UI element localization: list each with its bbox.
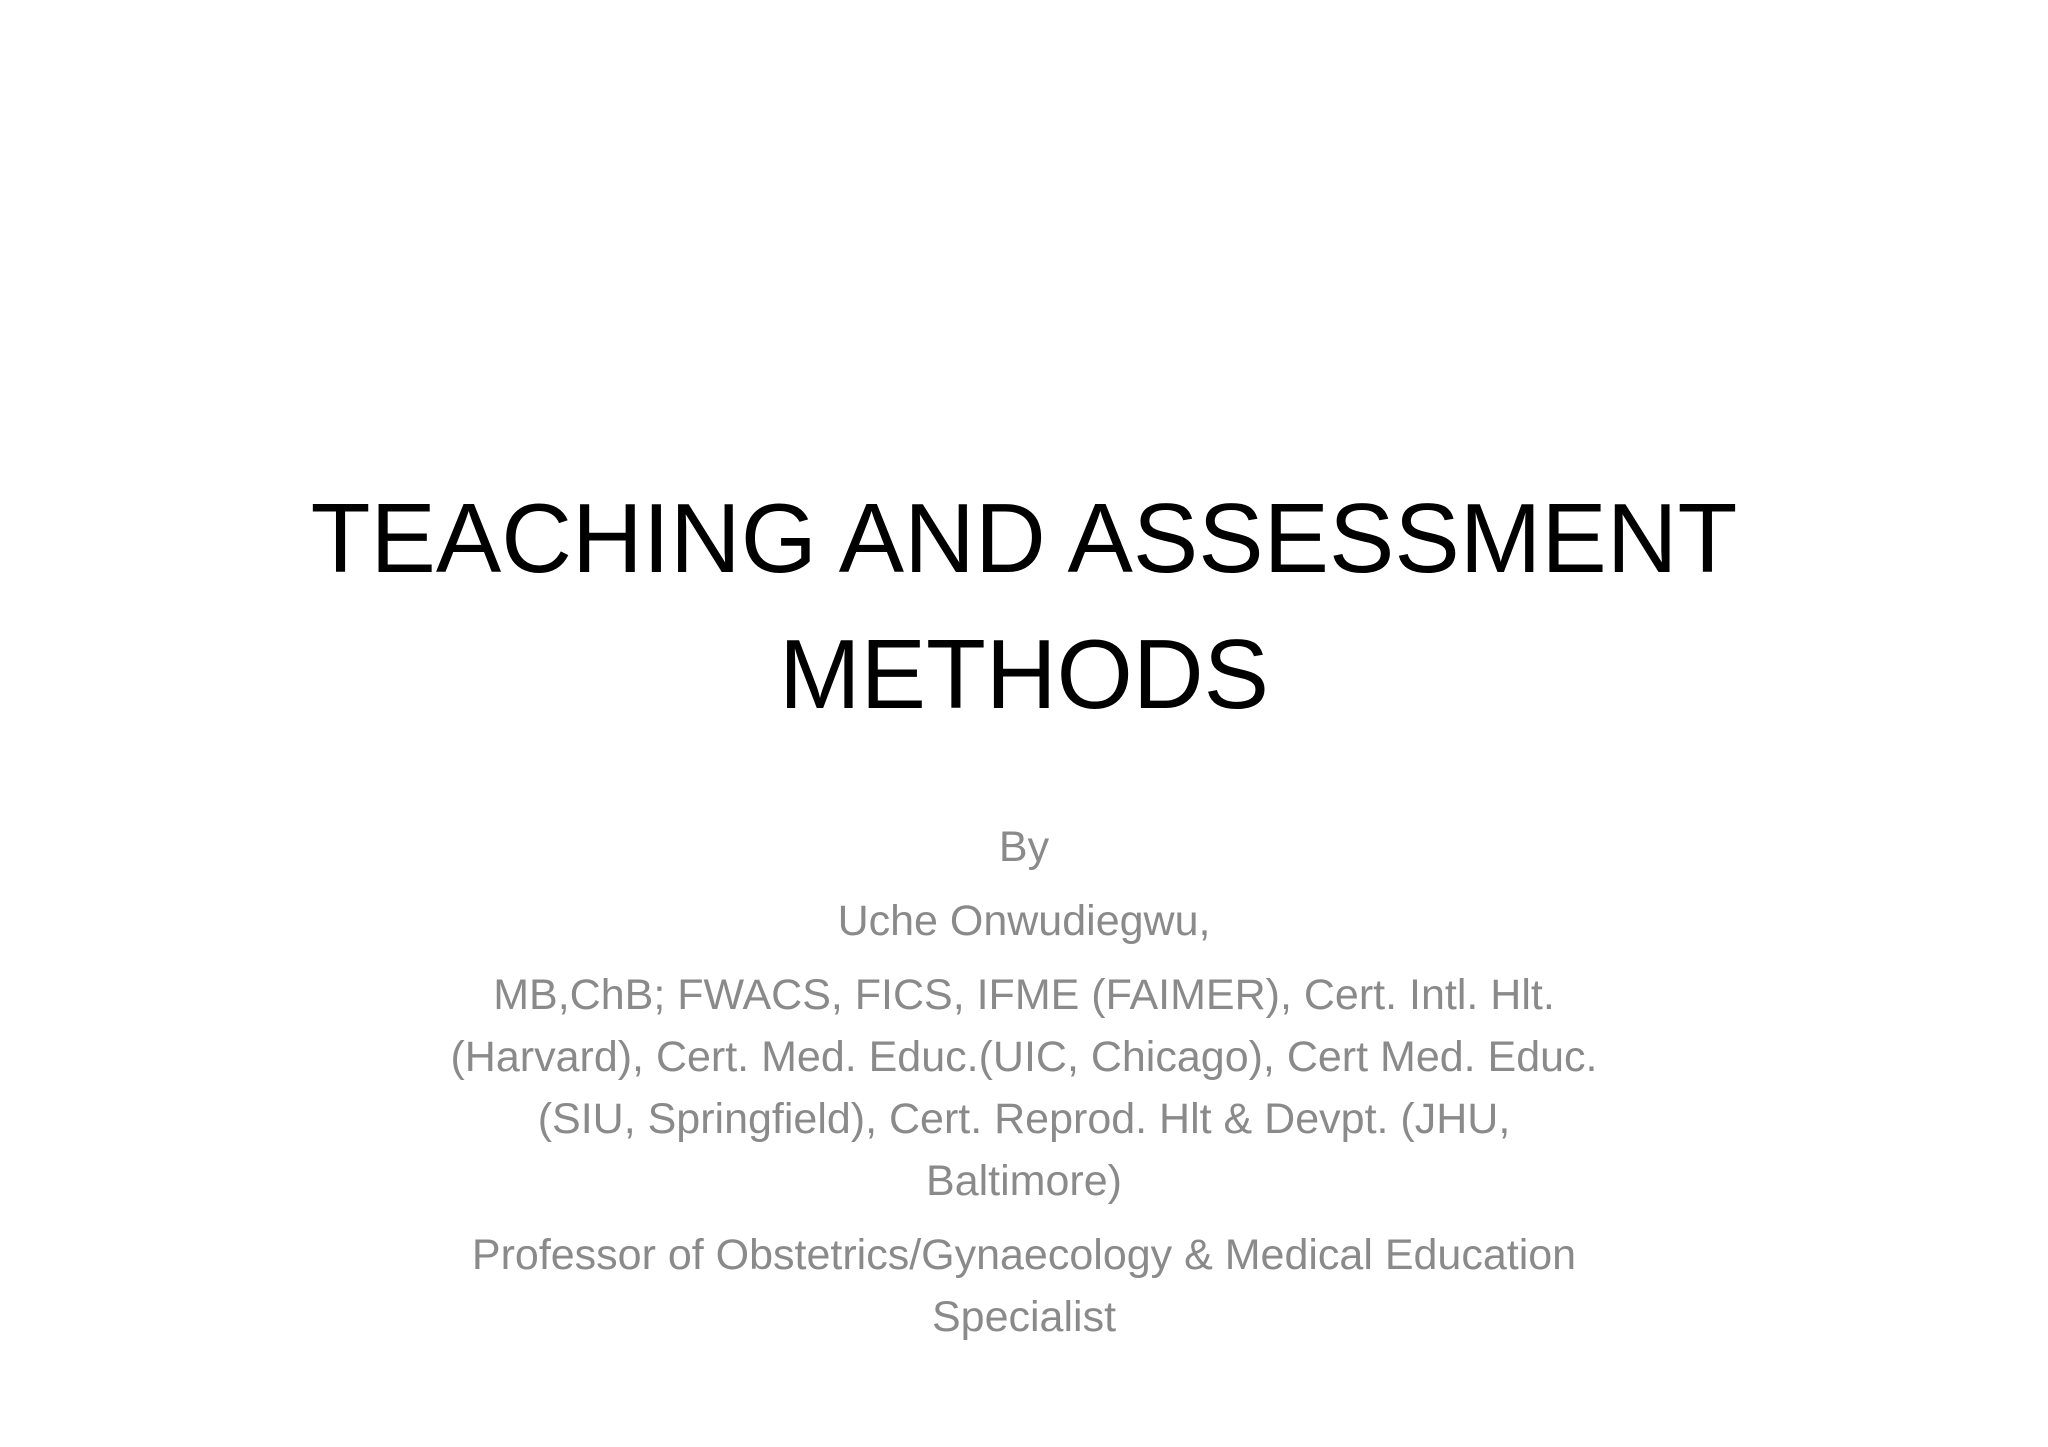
slide-title-line: METHODS — [779, 619, 1269, 729]
slide-subtitle — [360, 816, 1688, 1360]
slide-title-line: TEACHING AND ASSESSMENT — [310, 483, 1738, 593]
credential-line: (SIU, Springfield), Cert. Reprod. Hlt & Devpt. (JHU, — [537, 1095, 1511, 1143]
author-name: Uche Onwudiegwu, — [837, 897, 1211, 945]
by-label: By — [998, 823, 1050, 871]
position-line: Specialist — [931, 1293, 1117, 1341]
credential-line: (Harvard), Cert. Med. Educ.(UIC, Chicago), Cert Med. Educ. — [450, 1033, 1598, 1081]
position-line: Professor of Obstetrics/Gynaecology & Medical Education — [471, 1231, 1577, 1279]
credential-line: MB,ChB; FWACS, FICS, IFME (FAIMER), Cert. Intl. Hlt. — [493, 971, 1555, 1019]
author-position — [360, 1224, 1688, 1348]
author-credentials — [360, 964, 1688, 1212]
slide-title — [160, 470, 1888, 742]
credential-line: Baltimore) — [926, 1157, 1122, 1205]
